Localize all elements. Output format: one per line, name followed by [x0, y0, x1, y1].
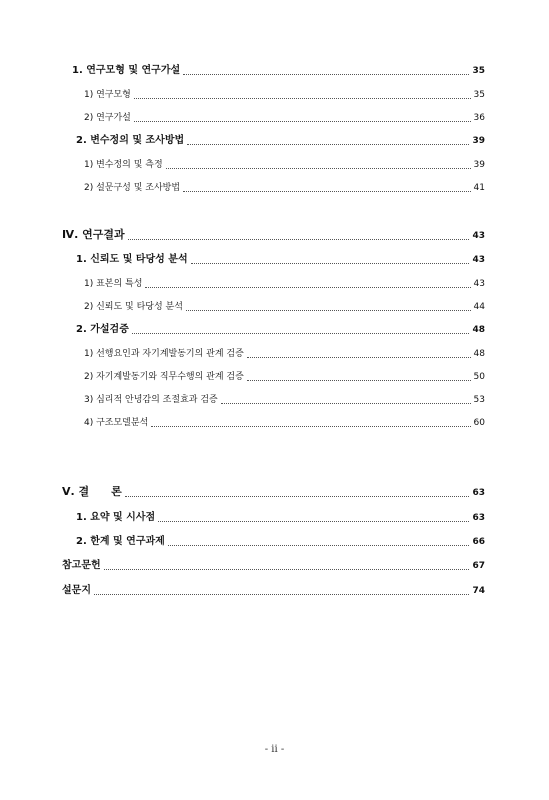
- toc-entry: [62, 559, 485, 573]
- toc-entry-label: 2) 자기계발동기와 직무수행의 관계 검증: [84, 372, 244, 382]
- toc-entry-page: 43: [472, 231, 485, 241]
- toc-entry-page: 74: [472, 586, 485, 596]
- toc-leader-dots: [183, 73, 469, 75]
- toc-entry-page: 39: [473, 160, 485, 170]
- toc-entry-label: Ⅴ. 결 론: [62, 485, 122, 498]
- toc-entry: [84, 347, 485, 361]
- toc-entry-label: 1. 신뢰도 및 타당성 분석: [76, 254, 188, 265]
- toc-entry-label: 2. 한계 및 연구과제: [76, 536, 165, 547]
- toc-leader-dots: [145, 286, 470, 288]
- toc-entry-page: 43: [472, 255, 485, 265]
- toc-entry-label: 4) 구조모델분석: [84, 418, 149, 428]
- toc-entry-page: 60: [473, 418, 485, 428]
- toc-leader-dots: [94, 593, 469, 595]
- toc-entry: [72, 64, 485, 78]
- toc-entry-label: 설문지: [62, 585, 91, 596]
- toc-entry: [84, 181, 485, 195]
- toc-entry: [84, 277, 485, 291]
- toc-entry-page: 43: [473, 279, 485, 289]
- toc-leader-dots: [168, 544, 470, 546]
- toc-entry-label: 2) 연구가설: [84, 113, 131, 123]
- toc-entry: [84, 158, 485, 172]
- toc-leader-dots: [128, 238, 470, 240]
- toc-entry-page: 63: [472, 488, 485, 498]
- toc-leader-dots: [166, 167, 471, 169]
- toc-leader-dots: [191, 262, 470, 264]
- toc-entry-label: 2. 변수정의 및 조사방법: [76, 135, 185, 146]
- toc-entry: [76, 323, 485, 337]
- toc-entry-label: 2) 신뢰도 및 타당성 분석: [84, 302, 183, 312]
- toc-leader-dots: [151, 425, 470, 427]
- toc-entry-page: 36: [473, 113, 485, 123]
- toc-entry-label: 참고문헌: [62, 560, 101, 571]
- toc-leader-dots: [183, 190, 470, 192]
- toc-entry: [76, 511, 485, 525]
- toc-leader-dots: [132, 332, 470, 334]
- toc-leader-dots: [187, 143, 469, 145]
- toc-leader-dots: [134, 97, 471, 99]
- toc-entry-label: 2. 가설검증: [76, 324, 129, 335]
- toc-leader-dots: [247, 356, 471, 358]
- toc-entry-page: 39: [472, 136, 485, 146]
- toc-entry-label: 1) 변수정의 및 측정: [84, 160, 163, 170]
- toc-entry: [62, 584, 485, 598]
- toc-entry-page: 48: [473, 349, 485, 359]
- toc-entry-label: 1. 연구모형 및 연구가설: [72, 65, 181, 76]
- toc-leader-dots: [247, 379, 471, 381]
- toc-entry-label: 1) 표본의 특성: [84, 279, 143, 289]
- toc-entry-page: 41: [473, 183, 485, 193]
- toc-entry-label: 1) 연구모형: [84, 90, 131, 100]
- page-number-footer: - ii -: [264, 744, 285, 755]
- toc-chapter-entry: [62, 228, 485, 243]
- toc-leader-dots: [134, 120, 471, 122]
- toc-entry-label: 3) 심리적 안녕감의 조절효과 검증: [84, 395, 218, 405]
- toc-chapter-entry: [62, 485, 485, 500]
- toc-entry-label: 2) 설문구성 및 조사방법: [84, 183, 181, 193]
- toc-entry-page: 66: [472, 537, 485, 547]
- toc-entry: [76, 535, 485, 549]
- toc-entry-page: 67: [472, 561, 485, 571]
- toc-leader-dots: [125, 495, 470, 497]
- toc-entry-label: 1. 요약 및 시사점: [76, 512, 156, 523]
- toc-entry: [84, 393, 485, 407]
- toc-entry-page: 44: [473, 302, 485, 312]
- toc-entry-label: 1) 선행요인과 자기계발동기의 관계 검증: [84, 349, 244, 359]
- toc-entry-page: 48: [472, 325, 485, 335]
- toc-entry: [84, 416, 485, 430]
- toc-entry-page: 35: [472, 66, 485, 76]
- toc-leader-dots: [158, 520, 469, 522]
- toc-entry-page: 50: [473, 372, 485, 382]
- toc-leader-dots: [104, 568, 470, 570]
- toc-entry-page: 35: [473, 90, 485, 100]
- toc-entry-label: Ⅳ. 연구결과: [62, 228, 125, 241]
- toc-entry: [76, 134, 485, 148]
- toc-leader-dots: [221, 402, 471, 404]
- toc-leader-dots: [186, 309, 471, 311]
- toc-entry: [84, 300, 485, 314]
- toc-entry: [84, 370, 485, 384]
- toc-entry: [76, 253, 485, 267]
- toc-entry: [84, 111, 485, 125]
- toc-entry-page: 63: [472, 513, 485, 523]
- toc-entry-page: 53: [473, 395, 485, 405]
- toc-entry: [84, 88, 485, 102]
